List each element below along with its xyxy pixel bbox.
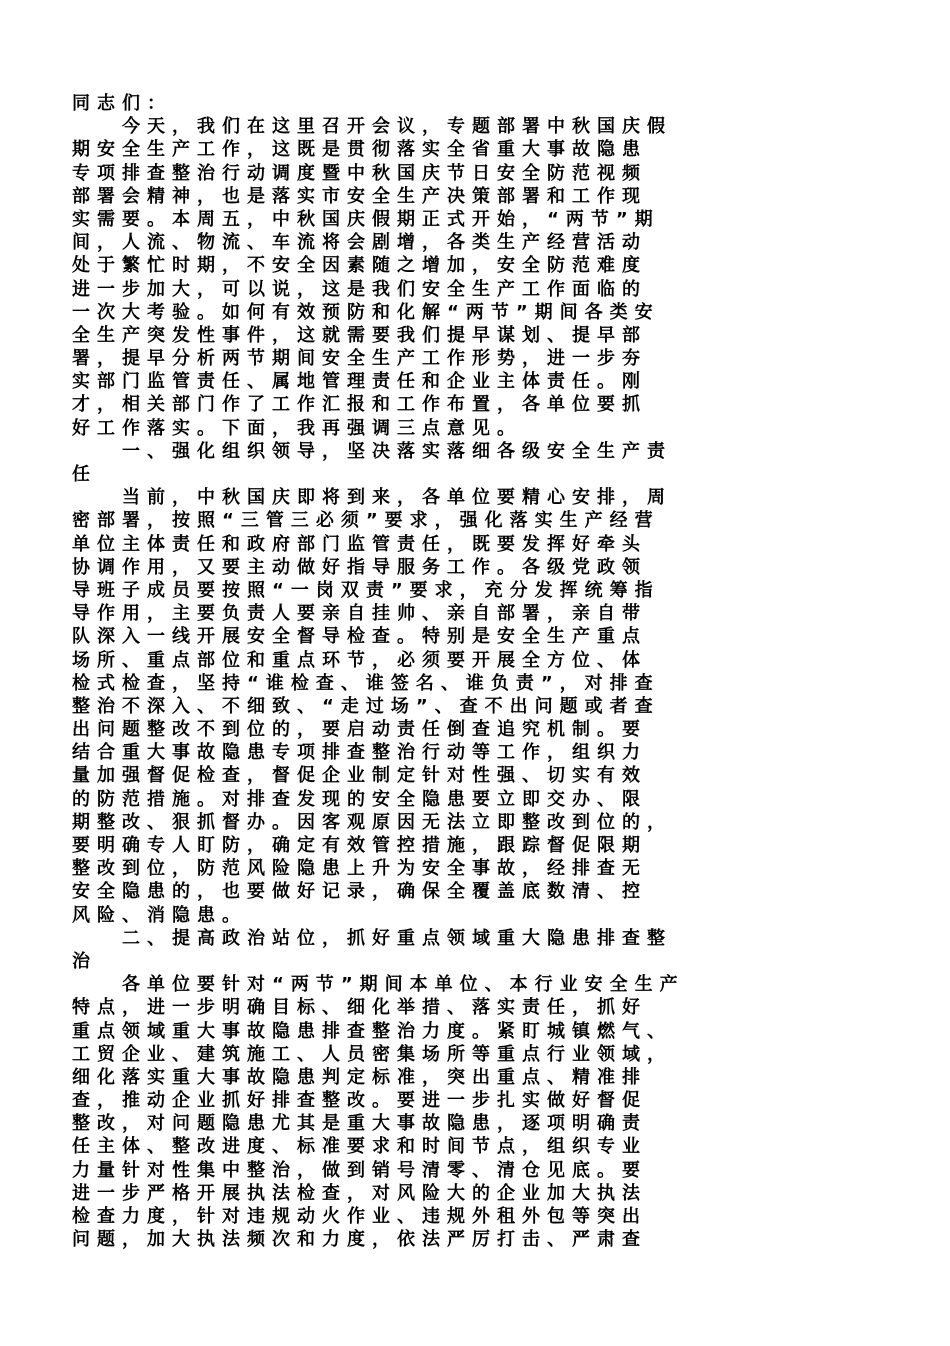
text-line: 署，提早分析两节期间安全生产工作形势，进一步夯: [72, 348, 647, 370]
text-line: 任主体、整改进度、标准要求和时间节点，组织专业: [72, 1136, 647, 1158]
text-line: 今天，我们在这里召开会议，专题部署中秋国庆假: [72, 116, 672, 138]
text-line: 协调作用，又要主动做好指导服务工作。各级党政领: [72, 556, 647, 578]
text-line: 整改，对问题隐患尤其是重大事故隐患，逐项明确责: [72, 1113, 647, 1135]
text-line: 好工作落实。下面，我再强调三点意见。: [72, 417, 522, 439]
text-line: 实部门监管责任、属地管理责任和企业主体责任。刚: [72, 371, 647, 393]
text-line: 队深入一线开展安全督导检查。特别是安全生产重点: [72, 626, 647, 648]
text-line: 实需要。本周五，中秋国庆假期正式开始，“两节”期: [72, 208, 660, 230]
text-line: 各单位要针对“两节”期间本单位、本行业安全生产: [72, 974, 685, 996]
text-line: 力量针对性集中整治，做到销号清零、清仓见底。要: [72, 1159, 647, 1181]
text-line: 间，人流、物流、车流将会剧增，各类生产经营活动: [72, 232, 647, 254]
text-line: 单位主体责任和政府部门监管责任，既要发挥好牵头: [72, 533, 647, 555]
text-line: 结合重大事故隐患专项排查整治行动等工作，组织力: [72, 742, 647, 764]
text-line: 要明确专人盯防，确定有效管控措施，跟踪督促限期: [72, 835, 647, 856]
text-line: 密部署，按照“三管三必须”要求，强化落实生产经营: [72, 510, 660, 532]
text-line: 安全隐患的，也要做好记录，确保全覆盖底数清、控: [72, 881, 647, 903]
text-line: 一次大考验。如何有效预防和化解“两节”期间各类安: [72, 301, 660, 323]
text-line: 期安全生产工作，这既是贯彻落实全省重大事故隐患: [72, 139, 647, 161]
text-line: 全生产突发性事件，这就需要我们提早谋划、提早部: [72, 324, 647, 346]
section-heading-2: 二、提高政治站位，抓好重点领域重大隐患排查整: [72, 927, 672, 949]
text-line: 工贸企业、建筑施工、人员密集场所等重点行业领域，: [72, 1043, 672, 1065]
text-line: 细化落实重大事故隐患判定标准，突出重点、精准排: [72, 1066, 647, 1088]
text-line: 同志们：: [72, 93, 172, 114]
text-line: 特点，进一步明确目标、细化举措、落实责任，抓好: [72, 997, 647, 1019]
text-line: 风险、消隐患。: [72, 904, 247, 926]
text-line: 问题，加大执法频次和力度，依法严厉打击、严肃查: [72, 1229, 647, 1251]
text-line: 处于繁忙时期，不安全因素随之增加，安全防范难度: [72, 255, 647, 277]
text-line: 检查力度，针对违规动火作业、违规外租外包等突出: [72, 1206, 647, 1227]
text-line: 期整改、狠抓督办。因客观原因无法立即整改到位的，: [72, 811, 672, 833]
text-line: 进一步严格开展执法检查，对风险大的企业加大执法: [72, 1182, 647, 1204]
text-line: 检式检查，坚持“谁检查、谁签名、谁负责”，对排查: [72, 672, 660, 694]
text-line: 专项排查整治行动调度暨中秋国庆节日安全防范视频: [72, 162, 647, 184]
text-line: 导班子成员要按照“一岗双责”要求，充分发挥统筹指: [72, 579, 660, 601]
text-line: 出问题整改不到位的，要启动责任倒查追究机制。要: [72, 719, 647, 741]
speech-text-block: [72, 92, 872, 1251]
text-line: 进一步加大，可以说，这是我们安全生产工作面临的: [72, 278, 647, 300]
text-line: 当前，中秋国庆即将到来，各单位要精心安排，周: [72, 487, 672, 509]
text-line: 查，推动企业抓好排查整改。要进一步扎实做好督促: [72, 1090, 647, 1112]
section-heading-1: 一、强化组织领导，坚决落实落细各级安全生产责: [72, 440, 672, 462]
text-line: 整改到位，防范风险隐患上升为安全事故，经排查无: [72, 858, 647, 880]
text-line: 重点领域重大事故隐患排查整治力度。紧盯城镇燃气、: [72, 1020, 672, 1042]
text-line: 场所、重点部位和重点环节，必须要开展全方位、体: [72, 649, 647, 671]
text-line: 整治不深入、不细致、“走过场”、查不出问题或者查: [72, 695, 660, 717]
text-line: 才，相关部门作了工作汇报和工作布置，各单位要抓: [72, 394, 647, 416]
text-line: 的防范措施。对排查发现的安全隐患要立即交办、限: [72, 788, 647, 810]
text-line: 量加强督促检查，督促企业制定针对性强、切实有效: [72, 765, 647, 787]
section-heading-1-cont: 任: [72, 464, 97, 485]
text-line: 导作用，主要负责人要亲自挂帅、亲自部署，亲自带: [72, 603, 647, 625]
section-heading-2-cont: 治: [72, 950, 97, 972]
text-line: 部署会精神，也是落实市安全生产决策部署和工作现: [72, 185, 647, 207]
